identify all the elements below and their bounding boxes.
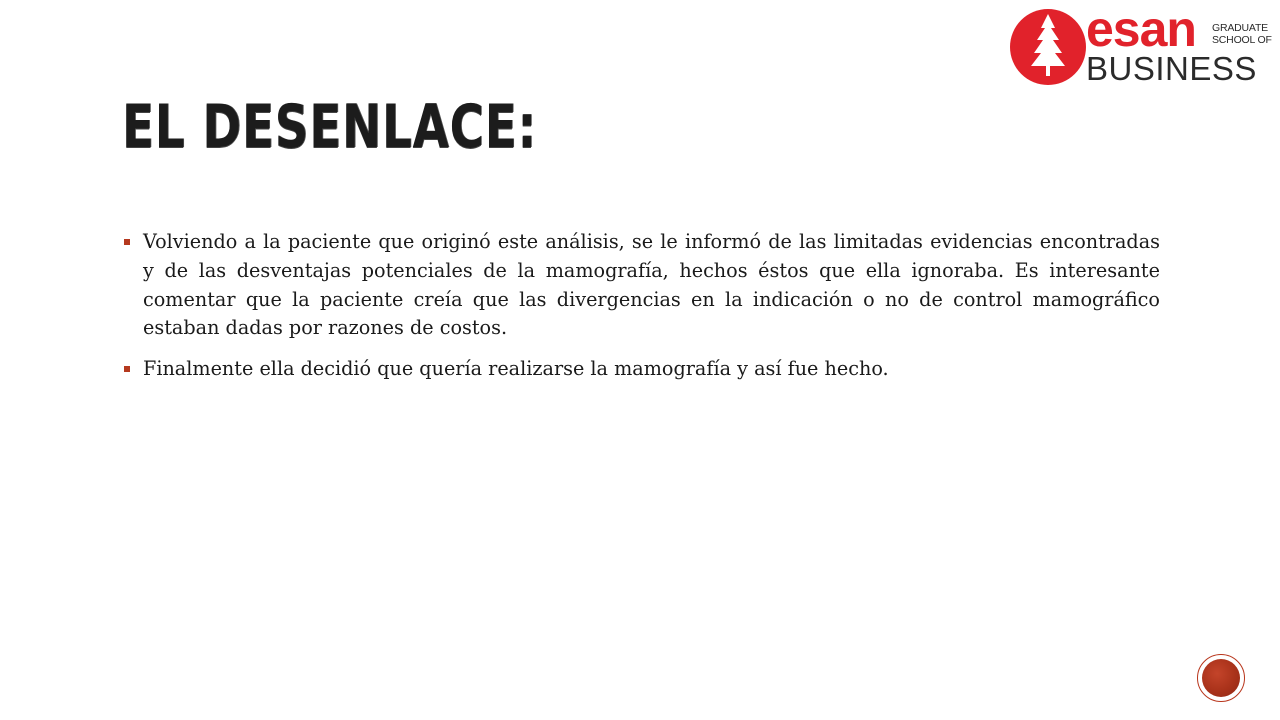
logo-tagline-line1: GRADUATE (1212, 22, 1268, 34)
logo-business-text: BUSINESS (1086, 50, 1257, 87)
logo-tagline-line2: SCHOOL OF (1212, 34, 1272, 46)
bullet-item: Volviendo a la paciente que originó este análisis, se le informó de las limitadas evidencias encontradas y de las desventajas potenciales de la mamografía, hechos éstos que ella ignoraba. Es interesante comentar que la paciente creía que las divergencias en la indicación o no de control mamográfico estaban dadas por razones de costos. (122, 228, 1160, 343)
circle-decoration-inner (1202, 659, 1240, 697)
logo-brand-text: esan (1086, 1, 1196, 57)
bullet-list (122, 228, 1160, 396)
circle-decoration-icon (1197, 654, 1245, 702)
bullet-item: Finalmente ella decidió que quería realizarse la mamografía y así fue hecho. (122, 355, 1160, 384)
logo-tagline (1212, 22, 1272, 46)
pine-tree-icon (1010, 8, 1086, 86)
slide-title: EL DESENLACE: (122, 92, 537, 162)
esan-logo (1010, 1, 1272, 90)
